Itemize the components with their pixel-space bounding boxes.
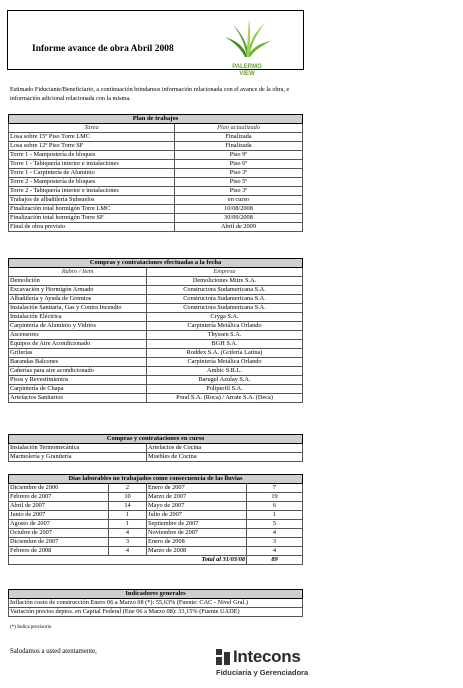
table-row <box>9 538 303 547</box>
empresa-cell: Constructora Sudamericana S.A. <box>147 295 303 304</box>
plan-cell: 30/09/2008 <box>175 214 303 223</box>
table-row <box>9 493 303 502</box>
item-cell: Instalación Termomecánica <box>9 444 147 453</box>
days-cell: 4 <box>247 529 303 538</box>
month-cell: Enero de 2008 <box>147 538 247 547</box>
plan-table <box>8 114 303 232</box>
month-cell: Febrero de 2007 <box>9 493 109 502</box>
table-row <box>9 322 303 331</box>
rubro-cell: Equipos de Aire Acondicionado <box>9 340 147 349</box>
empresa-cell: Constructora Sudamericana S.A. <box>147 304 303 313</box>
task-cell: Finalización total hormigón Torre LMC <box>9 205 175 214</box>
table-row <box>9 133 303 142</box>
days-cell: 1 <box>109 511 147 520</box>
plan-cell: en curso <box>175 196 303 205</box>
month-cell: Septiembre de 2007 <box>147 520 247 529</box>
plan-col-plan: Plan actualizado <box>175 124 303 133</box>
indicator-cell: Inflación costo de construcción Enero 06 a Marzo 08 (*): 55,63% (Fuente: CAC - Nivel Gral.) <box>9 599 303 608</box>
dias-table <box>8 474 303 565</box>
days-cell: 3 <box>109 538 147 547</box>
rubro-cell: Instalación Eléctrica <box>9 313 147 322</box>
table-row <box>9 484 303 493</box>
month-cell: Octubre de 2007 <box>9 529 109 538</box>
indicadores-table <box>8 589 303 617</box>
rubro-cell: Pisos y Revestimientos <box>9 376 147 385</box>
days-cell: 4 <box>109 529 147 538</box>
table-row <box>9 214 303 223</box>
rubro-cell: Artefactos Sanitarios <box>9 394 147 403</box>
empresa-cell: Poral S.A. (Roca) / Arrate S.A. (Deca) <box>147 394 303 403</box>
table-row <box>9 340 303 349</box>
task-cell: Finalización total hormigón Torre SF <box>9 214 175 223</box>
brand-name: Intecons <box>233 647 301 666</box>
dias-title: Días laborables no trabajados como consecuencia de las lluvias <box>9 475 303 484</box>
days-cell: 1 <box>247 511 303 520</box>
total-value: 89 <box>247 556 303 565</box>
month-cell: Agosto de 2007 <box>9 520 109 529</box>
plan-cell: 10/08/2008 <box>175 205 303 214</box>
indicadores-title: Indicadores generales <box>9 590 303 599</box>
rubro-cell: Demolición <box>9 277 147 286</box>
month-cell: Noviembre de 2007 <box>147 529 247 538</box>
logo-text-2: VIEW <box>239 70 255 77</box>
table-row <box>9 205 303 214</box>
plan-cell: Finalizada <box>175 133 303 142</box>
empresa-cell: Thyssen S.A. <box>147 331 303 340</box>
days-cell: 10 <box>109 493 147 502</box>
intro-paragraph: Estimado Fiduciante/Beneficiario, a continuación brindamos información relacionada con el avance de la obra, e información adicional relacionada con la misma. <box>10 86 290 102</box>
days-cell: 3 <box>247 538 303 547</box>
intecons-logo-icon <box>216 649 230 665</box>
table-row <box>9 142 303 151</box>
month-cell: Diciembre de 2006 <box>9 484 109 493</box>
table-row <box>9 277 303 286</box>
table-row <box>9 160 303 169</box>
month-cell: Mayo de 2007 <box>147 502 247 511</box>
rubro-cell: Albañilería y Ayuda de Gremios <box>9 295 147 304</box>
empresa-cell: Poliperfil S.A. <box>147 385 303 394</box>
empresa-cell: Carpintería Metálica Orlando <box>147 358 303 367</box>
task-cell: Final de obra previsto <box>9 223 175 232</box>
grass-logo-icon <box>221 19 273 59</box>
table-row <box>9 151 303 160</box>
table-row <box>9 520 303 529</box>
month-cell: Junio de 2007 <box>9 511 109 520</box>
item-cell: Muebles de Cocina <box>147 453 303 462</box>
plan-cell: Abril de 2009 <box>175 223 303 232</box>
table-row <box>9 453 303 462</box>
task-cell: Losa sobre 12º Piso Torre SF <box>9 142 175 151</box>
table-row <box>9 196 303 205</box>
logo-text-1: PALERMO <box>232 64 262 70</box>
days-cell: 4 <box>247 547 303 556</box>
palermo-view-logo <box>221 19 273 77</box>
closing-text: Saludamos a usted atentamente, <box>10 648 97 655</box>
days-cell: 7 <box>247 484 303 493</box>
table-row <box>9 394 303 403</box>
empresa-cell: Roddex S.A. (Grifería Latina) <box>147 349 303 358</box>
month-cell: Marzo de 2007 <box>147 493 247 502</box>
empresa-cell: Demoliciones Mitre S.A. <box>147 277 303 286</box>
plan-cell: Piso 6º <box>175 160 303 169</box>
compras-col-rubro: Rubro / Item <box>9 268 147 277</box>
indicator-cell: Variación precios deptos. en Capital Federal (Ene 06 a Marzo 08): 33,15% (Fuente UADE) <box>9 608 303 617</box>
rubro-cell: Carpintería de Aluminio y Vidrios <box>9 322 147 331</box>
empresa-cell: Cryga S.A. <box>147 313 303 322</box>
table-row <box>9 511 303 520</box>
table-row <box>9 295 303 304</box>
plan-cell: Piso 3º <box>175 169 303 178</box>
table-row <box>9 178 303 187</box>
rubro-cell: Barandas Balcones <box>9 358 147 367</box>
total-label: Total al 31/03/08 <box>9 556 247 565</box>
intecons-brand <box>216 647 308 677</box>
table-row <box>9 367 303 376</box>
table-row <box>9 349 303 358</box>
month-cell: Julio de 2007 <box>147 511 247 520</box>
table-row <box>9 286 303 295</box>
days-cell: 4 <box>109 547 147 556</box>
days-cell: 6 <box>247 502 303 511</box>
header-box <box>7 10 304 77</box>
rubro-cell: Cañerías para aire acondicionado <box>9 367 147 376</box>
table-row <box>9 529 303 538</box>
rubro-cell: Ascensores <box>9 331 147 340</box>
curso-title: Compras y contrataciones en curso <box>9 435 303 444</box>
days-cell: 19 <box>247 493 303 502</box>
days-cell: 1 <box>109 520 147 529</box>
plan-col-tarea: Tarea <box>9 124 175 133</box>
month-cell: Enero de 2007 <box>147 484 247 493</box>
curso-table <box>8 434 303 462</box>
task-cell: Torre 1 - Carpintería de Aluminio <box>9 169 175 178</box>
empresa-cell: Barugel Azulay S.A. <box>147 376 303 385</box>
empresa-cell: BGH S.A. <box>147 340 303 349</box>
total-row <box>9 556 303 565</box>
compras-col-empresa: Empresa <box>147 268 303 277</box>
empresa-cell: Carpintería Metálica Orlando <box>147 322 303 331</box>
brand-tagline: Fiduciaria y Gerenciadora <box>216 668 309 677</box>
table-row <box>9 223 303 232</box>
table-row <box>9 385 303 394</box>
table-row <box>9 313 303 322</box>
rubro-cell: Instalación Sanitaria, Gas y Contra Incendio <box>9 304 147 313</box>
month-cell: Abril de 2007 <box>9 502 109 511</box>
task-cell: Torre 1 - Mampostería de bloques <box>9 151 175 160</box>
table-row <box>9 444 303 453</box>
table-row <box>9 502 303 511</box>
table-row <box>9 599 303 608</box>
task-cell: Torre 2 - Tabiquería interior e instalaciones <box>9 187 175 196</box>
empresa-cell: Constructora Sudamericana S.A. <box>147 286 303 295</box>
month-cell: Febrero de 2008 <box>9 547 109 556</box>
compras-title: Compras y contrataciones efectuadas a la fecha <box>9 259 303 268</box>
days-cell: 5 <box>247 520 303 529</box>
task-cell: Trabajos de albañilería Subsuelos <box>9 196 175 205</box>
table-row <box>9 608 303 617</box>
compras-table <box>8 258 303 403</box>
month-cell: Diciembre de 2007 <box>9 538 109 547</box>
table-row <box>9 187 303 196</box>
table-row <box>9 304 303 313</box>
empresa-cell: Ambic S.R.L. <box>147 367 303 376</box>
task-cell: Torre 1 - Tabiquería interior e instalaciones <box>9 160 175 169</box>
task-cell: Losa sobre 15º Piso Torre LMC <box>9 133 175 142</box>
rubro-cell: Griferías <box>9 349 147 358</box>
item-cell: Marmolería y Granitería <box>9 453 147 462</box>
rubro-cell: Excavación y Hormigón Armado <box>9 286 147 295</box>
days-cell: 2 <box>109 484 147 493</box>
plan-cell: Piso 3º <box>175 187 303 196</box>
plan-cell: Finalizada <box>175 142 303 151</box>
plan-cell: Piso 5º <box>175 178 303 187</box>
rubro-cell: Carpintería de Chapa <box>9 385 147 394</box>
task-cell: Torre 2 - Mampostería de bloques <box>9 178 175 187</box>
report-title: Informe avance de obra Abril 2008 <box>32 44 174 54</box>
table-row <box>9 169 303 178</box>
days-cell: 14 <box>109 502 147 511</box>
table-row <box>9 358 303 367</box>
plan-cell: Piso 9º <box>175 151 303 160</box>
table-row <box>9 376 303 385</box>
item-cell: Artefactos de Cocina <box>147 444 303 453</box>
footnote: (*) Indica provisorio <box>10 625 52 630</box>
month-cell: Marzo de 2008 <box>147 547 247 556</box>
table-row <box>9 547 303 556</box>
table-row <box>9 331 303 340</box>
plan-title: Plan de trabajos <box>9 115 303 124</box>
